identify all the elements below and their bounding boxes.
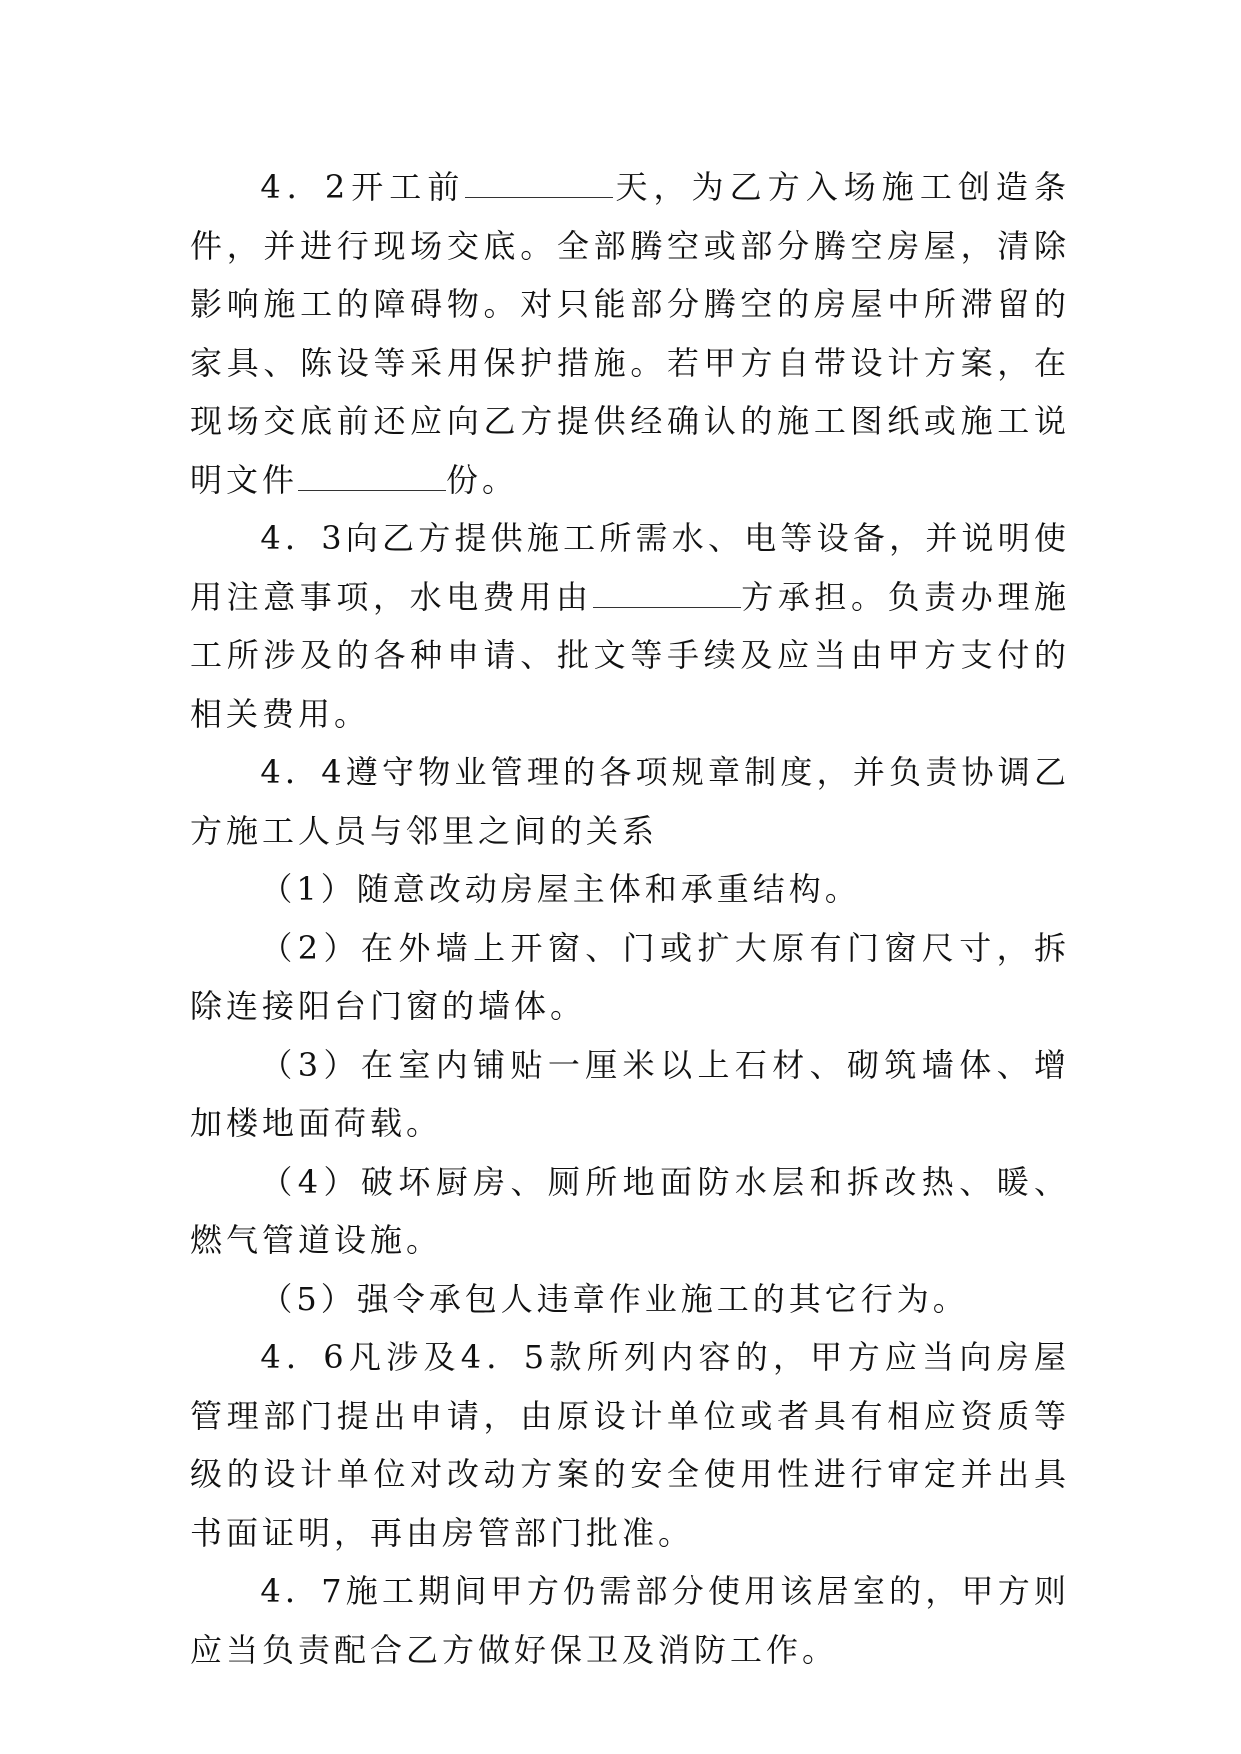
clause-text: 方承担。负责办理施工所涉及的各种申请、批文等手续及应当由甲方支付的相关费用。 [190,577,1070,733]
list-item-4 [190,1153,1070,1270]
clause-4-7 [190,1562,1070,1679]
clause-4-4 [190,743,1070,860]
list-item-3 [190,1036,1070,1153]
list-item-text: （5）强令承包人违章作业施工的其它行为。 [260,1279,969,1318]
fill-in-blank-days[interactable] [465,167,613,198]
clause-text: 天，为乙方入场施工创造条件，并进行现场交底。全部腾空或部分腾空房屋，清除影响施工的障碍物。对只能部分腾空的房屋中所滞留的家具、陈设等采用保护措施。若甲方自带设计方案，在现场交底前还应向乙方提供经确认的施工图纸或施工说明文件 [190,168,1070,499]
clause-text: 4．7施工期间甲方仍需部分使用该居室的，甲方则应当负责配合乙方做好保卫及消防工作。 [190,1572,1070,1669]
clause-4-2 [190,158,1070,509]
clause-text: 4．6凡涉及4．5款所列内容的，甲方应当向房屋管理部门提出申请，由原设计单位或者具有相应资质等级的设计单位对改动方案的安全使用性进行审定并出具书面证明，再由房管部门批准。 [190,1338,1070,1552]
list-item-text: （2）在外墙上开窗、门或扩大原有门窗尺寸，拆除连接阳台门窗的墙体。 [190,928,1070,1025]
document-body [190,158,1070,1679]
list-item-1 [190,860,1070,919]
list-item-text: （4）破坏厨房、厕所地面防水层和拆改热、暖、燃气管道设施。 [190,1162,1070,1259]
clause-text: 4．4遵守物业管理的各项规章制度，并负责协调乙方施工人员与邻里之间的关系 [190,753,1070,850]
list-item-text: （1）随意改动房屋主体和承重结构。 [260,870,861,908]
list-item-text: （3）在室内铺贴一厘米以上石材、砌筑墙体、增加楼地面荷载。 [190,1045,1070,1142]
list-item-2 [190,919,1070,1036]
list-item-5 [190,1270,1070,1329]
fill-in-blank-copies[interactable] [298,460,446,491]
clause-4-6 [190,1328,1070,1562]
clause-4-3 [190,509,1070,743]
clause-text: 4．2开工前 [260,168,466,206]
clause-text: 份。 [446,460,519,499]
clause-text: 4．3向乙方提供施工所需水、电等设备，并说明使用注意事项，水电费用由 [190,519,1070,616]
fill-in-blank-party[interactable] [593,577,741,608]
